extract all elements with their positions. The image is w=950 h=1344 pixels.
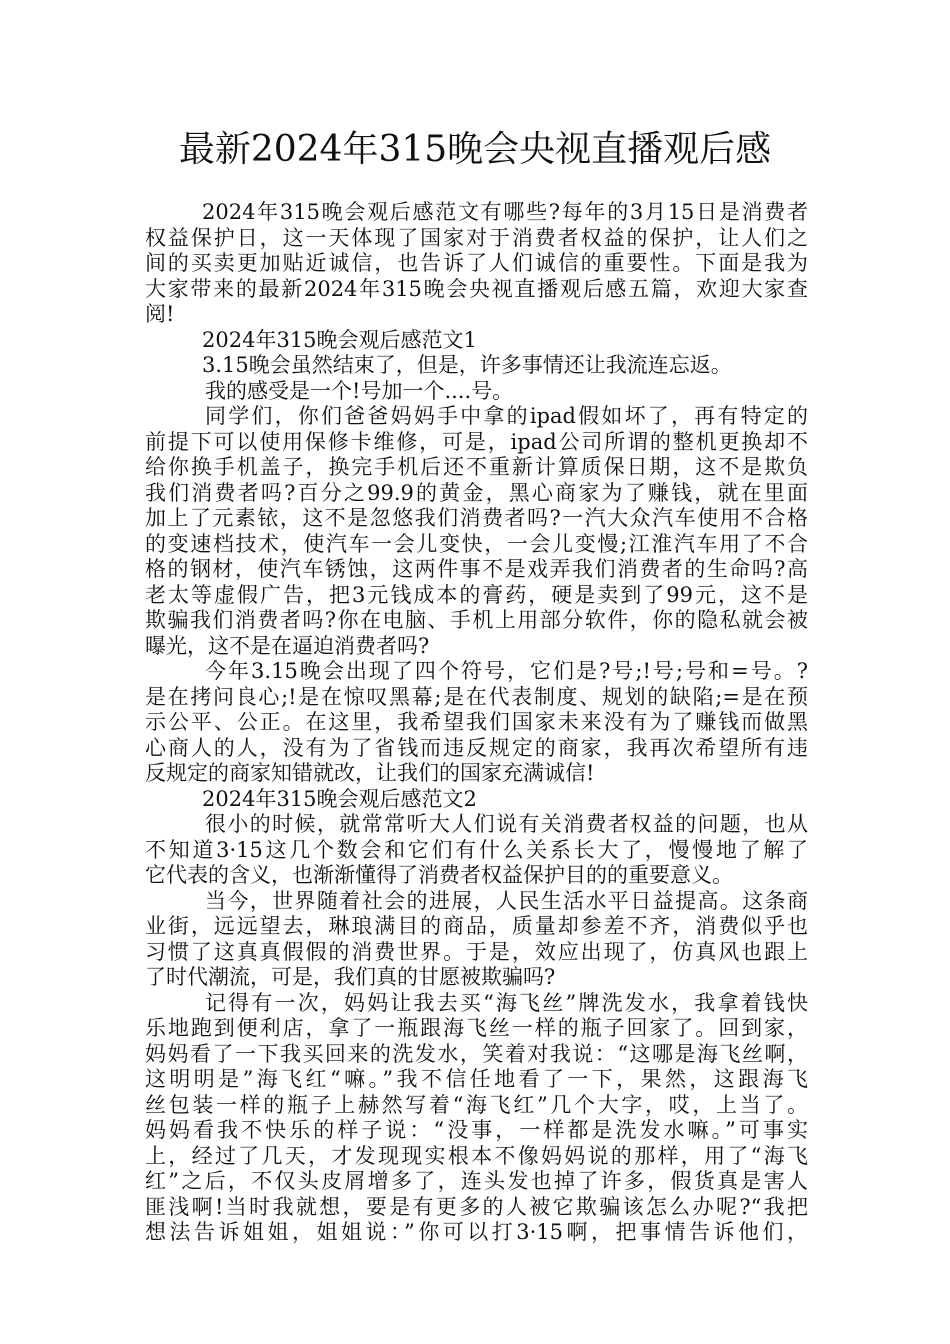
paragraph-line: 老太等虚假广告，把3元钱成本的膏药，硬是卖到了99元，这不是 — [145, 582, 808, 607]
paragraph-line: 想法告诉姐姐，姐姐说：”你可以打3·15啊，把事情告诉他们， — [145, 1220, 808, 1244]
paragraph-line: 加上了元素铱，这不是忽悠我们消费者吗?一汽大众汽车使用不合格 — [145, 506, 808, 530]
paragraph-line: 业街，远远望去，琳琅满目的商品，质量却参差不齐，消费似乎也 — [145, 914, 808, 938]
paragraph — [145, 404, 808, 659]
paragraph-line: 今年3.15晚会出现了四个符号，它们是?号;!号;号和=号。? — [205, 659, 808, 683]
paragraph-line: 很小的时候，就常常听大人们说有关消费者权益的问题，也从 — [205, 812, 808, 836]
paragraph-line: 我的感受是一个!号加一个....号。 — [205, 378, 514, 403]
paragraph-line: 妈妈看了一下我买回来的洗发水，笑着对我说：“这哪是海飞丝啊， — [145, 1041, 808, 1066]
paragraph — [145, 659, 808, 787]
paragraph-line: 阅! — [145, 302, 175, 326]
paragraph-line: 3.15晚会虽然结束了，但是，许多事情还让我流连忘返。 — [202, 353, 732, 377]
paragraph-line: 权益保护日，这一天体现了国家对于消费者权益的保护，让人们之 — [145, 225, 808, 250]
paragraph — [145, 812, 808, 889]
paragraph-line: 前提下可以使用保修卡维修，可是，ipad公司所谓的整机更换却不 — [145, 429, 808, 454]
section-heading-1 — [145, 328, 808, 354]
paragraph-line: 上，经过了几天，才发现现实根本不像妈妈说的那样，用了“海飞 — [145, 1143, 808, 1168]
paragraph-line: 乐地跑到便利店，拿了一瓶跟海飞丝一样的瓶子回家了。回到家， — [145, 1016, 808, 1040]
paragraph — [145, 353, 808, 379]
section-heading-text: 2024年315晚会观后感范文2 — [202, 786, 477, 811]
paragraph-line: 习惯了这真真假假的消费世界。于是，效应出现了，仿真风也跟上 — [145, 939, 808, 964]
paragraph — [145, 889, 808, 991]
paragraph-line: 示公平、公正。在这里，我希望我们国家未来没有为了赚钱而做黑 — [145, 710, 808, 734]
paragraph-line: 它代表的含义，也渐渐懂得了消费者权益保护目的的重要意义。 — [145, 863, 733, 887]
paragraph-line: 不知道3·15这几个数会和它们有什么关系长大了，慢慢地了解了 — [145, 837, 808, 862]
paragraph-line: 当今，世界随着社会的进展，人民生活水平日益提高。这条商 — [205, 888, 808, 913]
paragraph-line: 心商人的人，没有为了省钱而违反规定的商家，我再次希望所有违 — [145, 735, 808, 760]
paragraph-line: 欺骗我们消费者吗?你在电脑、手机上用部分软件，你的隐私就会被 — [145, 608, 808, 632]
paragraph — [145, 991, 808, 1246]
paragraph-line: 曝光，这不是在逼迫消费者吗? — [145, 633, 430, 658]
paragraph-line: 红”之后，不仅头皮屑增多了，连头发也掉了许多，假货真是害人 — [145, 1169, 808, 1193]
paragraph-line: 这明明是”海飞红“嘛。”我不信任地看了一下，果然，这跟海飞 — [145, 1067, 808, 1091]
paragraph-line: 同学们，你们爸爸妈妈手中拿的ipad假如坏了，再有特定的 — [205, 404, 808, 428]
paragraph-line: 是在拷问良心;!是在惊叹黑幕;是在代表制度、规划的缺陷;=是在预 — [145, 684, 808, 709]
paragraph-intro — [145, 200, 808, 328]
section-heading-text: 2024年315晚会观后感范文1 — [202, 327, 477, 352]
paragraph-line: 了时代潮流，可是，我们真的甘愿被欺骗吗? — [145, 965, 556, 989]
paragraph-line: 给你换手机盖子，换完手机后还不重新计算质保日期，这不是欺负 — [145, 455, 808, 479]
paragraph-line: 间的买卖更加贴近诚信，也告诉了人们诚信的重要性。下面是我为 — [145, 251, 808, 275]
paragraph-line: 丝包装一样的瓶子上赫然写着“海飞红”几个大字，哎，上当了。 — [145, 1092, 808, 1117]
paragraph-line: 反规定的商家知错就改，让我们的国家充满诚信! — [145, 761, 595, 785]
paragraph-line: 2024年315晚会观后感范文有哪些?每年的3月15日是消费者 — [202, 200, 808, 224]
paragraph — [145, 379, 808, 405]
paragraph-line: 的变速档技术，使汽车一会儿变快，一会儿变慢;江淮汽车用了不合 — [145, 531, 808, 556]
document-body — [145, 200, 808, 1246]
paragraph-line: 大家带来的最新2024年315晚会央视直播观后感五篇，欢迎大家查 — [145, 276, 808, 301]
document-title: 最新2024年315晚会央视直播观后感 — [178, 129, 772, 170]
paragraph-line: 记得有一次，妈妈让我去买“海飞丝”牌洗发水，我拿着钱快 — [205, 990, 808, 1015]
section-heading-2 — [145, 787, 808, 813]
paragraph-line: 匪浅啊!当时我就想，要是有更多的人被它欺骗该怎么办呢?“我把 — [145, 1194, 808, 1219]
paragraph-line: 我们消费者吗?百分之99.9的黄金，黑心商家为了赚钱，就在里面 — [145, 480, 808, 505]
paragraph-line: 格的钢材，使汽车锈蚀，这两件事不是戏弄我们消费者的生命吗?高 — [145, 557, 808, 581]
paragraph-line: 妈妈看我不快乐的样子说：“没事，一样都是洗发水嘛。”可事实 — [145, 1118, 808, 1142]
